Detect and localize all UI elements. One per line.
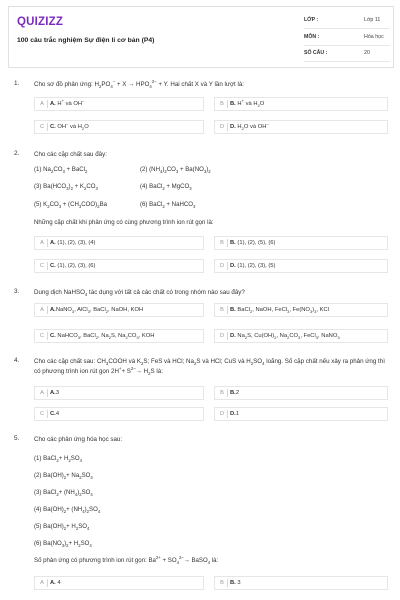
option-text: A.3 — [50, 390, 60, 396]
option-letter: A — [37, 579, 48, 587]
option-b[interactable] — [214, 97, 388, 111]
option-b[interactable] — [214, 386, 388, 400]
option-text: C. OH– và $H_2O$ — [50, 121, 89, 132]
question-text: Cho các phản ứng hóa học sau: — [34, 436, 123, 443]
option-a[interactable] — [34, 303, 204, 317]
meta-subject — [304, 30, 390, 46]
option-a[interactable] — [34, 97, 204, 111]
option-text: B. H+ và $H_2O$ — [230, 98, 265, 109]
pair-6: (6) BaCl$_2$ + NaHCO$_3$ — [140, 201, 196, 210]
option-text: C. NaHCO$_3$, BaCl$_2$, $Na_2S$, $Na_2CO_3$, KOH — [50, 333, 155, 341]
option-text: A. 4 — [50, 580, 61, 586]
worksheet-title: 100 câu trắc nghiệm Sự điện li cơ bản (P4) — [17, 37, 155, 44]
option-text: B.2 — [230, 390, 240, 396]
meta-label: SỐ CÂU : — [304, 50, 328, 56]
meta-value: Lớp 11 — [364, 17, 381, 23]
option-d[interactable] — [214, 259, 388, 273]
option-b[interactable] — [214, 236, 388, 250]
reaction-4: (4) $Ba(OH)_2+ (NH_4)_2SO_4$ — [34, 506, 101, 515]
option-d[interactable] — [214, 120, 388, 134]
pair-4: (4) BaCl$_2$ + MgCO$_3$ — [140, 183, 192, 192]
option-text: A. H+ và OH– — [50, 98, 85, 107]
option-letter: C — [37, 410, 48, 418]
option-text: D. $Na_2S$, $Cu(OH)_2$, $Na_2CO_3$, FeCl$_3$, NaNO$_3$ — [230, 333, 340, 341]
quizizz-logo: QUIZIZZ — [17, 16, 64, 28]
option-c[interactable] — [34, 329, 204, 343]
question-number: 2. — [14, 150, 20, 157]
reaction-1: (1) BaCl$_2$+ $H_2SO_4$ — [34, 455, 82, 464]
option-a[interactable] — [34, 236, 204, 250]
option-letter: A — [37, 306, 48, 314]
option-d[interactable] — [214, 329, 388, 343]
option-letter: D — [217, 123, 228, 131]
option-letter: B — [217, 389, 228, 397]
option-text: B. BaCl$_2$, NaOH, FeCl$_3$, $Fe(NO_3)_3$, KCl — [230, 307, 329, 315]
meta-value: 20 — [364, 50, 370, 56]
question-text: Dung dịch NaHSO$_4$ tác dụng với tất cả các chất có trong nhóm nào sau đây? — [34, 289, 245, 298]
question-number: 3. — [14, 288, 20, 295]
meta-grade — [304, 13, 390, 29]
option-d[interactable] — [214, 407, 388, 421]
meta-label: LỚP : — [304, 17, 319, 23]
option-b[interactable] — [214, 576, 388, 590]
option-letter: C — [37, 332, 48, 340]
option-text: D. (1), (2), (3), (5) — [230, 263, 276, 269]
option-letter: D — [217, 332, 228, 340]
option-text: C.4 — [50, 411, 60, 417]
option-text: C. (1), (2), (3), (6) — [50, 263, 96, 269]
question-text: Cho các cặp chất sau: $CH_3COOH$ và $K_2S$; FeS và HCl; $Na_2S$ và HCl; CuS và $H_2SO_4$ loãng. Số cặp chất nếu xảy ra phản ứng thì có phương trình ion rút gọn $2H^++ S^{2-}\to H_2S$ là: — [34, 358, 385, 377]
option-letter: A — [37, 239, 48, 247]
meta-value: Hóa học — [364, 34, 384, 40]
option-a[interactable] — [34, 576, 204, 590]
option-text: A. (1), (2), (3), (4) — [50, 240, 96, 246]
option-c[interactable] — [34, 407, 204, 421]
option-letter: C — [37, 262, 48, 270]
meta-label: MÔN : — [304, 34, 320, 40]
question-prompt: Số phản ứng có phương trình ion rút gọn: $Ba^{2+} + SO_4^{2-}\to$ BaSO$_4$ là: — [34, 554, 219, 566]
reaction-2: (2) $Ba(OH)_2+ Na_2SO_4$ — [34, 472, 93, 481]
question-text: Cho sơ đồ phản ứng: $H_2PO_4^- + X \to HPO_4^{2-} + Y$. Hai chất X và Y lần lượt là: — [34, 78, 245, 90]
option-letter: A — [37, 389, 48, 397]
reaction-5: (5) $Ba(OH)_2+ H_2SO_4$ — [34, 523, 90, 532]
reaction-6: (6) $Ba(NO_3)_2+ H_2SO_4$ — [34, 540, 92, 549]
option-letter: C — [37, 123, 48, 131]
option-text: D. $H_2O$ và OH– — [230, 121, 269, 132]
option-text: B. 3 — [230, 580, 241, 586]
reaction-3: (3) BaCl$_2$+ $(NH_4)_2SO_4$ — [34, 489, 93, 498]
option-letter: B — [217, 306, 228, 314]
question-number: 4. — [14, 357, 20, 364]
option-letter: D — [217, 410, 228, 418]
option-letter: B — [217, 239, 228, 247]
option-c[interactable] — [34, 120, 204, 134]
meta-question-count — [304, 46, 390, 62]
question-text: Cho các cặp chất sau đây: — [34, 151, 107, 158]
option-text: A.NaNO$_3$, AlCl$_3$, BaCl$_2$, NaOH, KOH — [50, 307, 144, 315]
option-text: B. (1), (2), (5), (6) — [230, 240, 276, 246]
pair-5: (5) $K_2CO_3 + (CH_3COO)_2Ba$ — [34, 201, 108, 210]
option-c[interactable] — [34, 259, 204, 273]
pair-1: (1) $Na_2CO_3$ + BaCl$_2$ — [34, 166, 88, 175]
worksheet-header — [8, 6, 394, 68]
pair-2: (2) $(NH_4)_2CO_3 + Ba(NO_3)_2$ — [140, 166, 211, 175]
option-a[interactable] — [34, 386, 204, 400]
question-number: 5. — [14, 435, 20, 442]
question-number: 1. — [14, 80, 20, 87]
option-b[interactable] — [214, 303, 388, 317]
option-letter: B — [217, 579, 228, 587]
option-text: D.1 — [230, 411, 240, 417]
option-letter: B — [217, 100, 228, 108]
question-prompt: Những cặp chất khi phản ứng có cùng phương trình ion rút gọn là: — [34, 219, 214, 226]
pair-3: (3) $Ba(HCO_3)_2 + K_2CO_3$ — [34, 183, 98, 192]
option-letter: D — [217, 262, 228, 270]
option-letter: A — [37, 100, 48, 108]
